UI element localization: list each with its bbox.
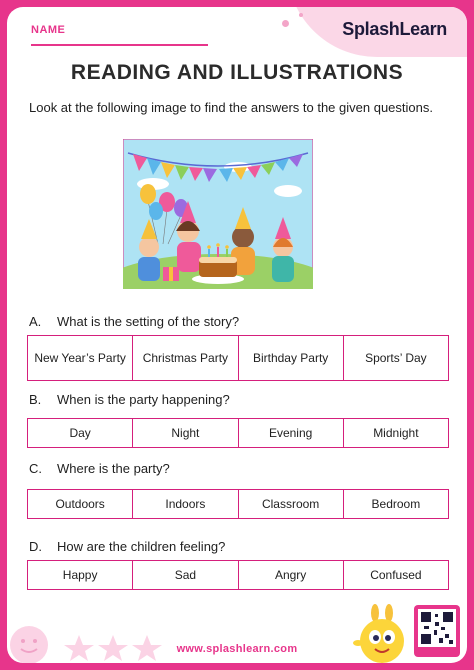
- option-cell[interactable]: Birthday Party: [239, 336, 344, 380]
- option-cell[interactable]: Midnight: [373, 426, 419, 440]
- name-label: NAME: [31, 24, 66, 36]
- birthday-party-illustration: [123, 139, 313, 289]
- question-c: [29, 461, 449, 476]
- option-cell[interactable]: Sports’ Day: [365, 351, 427, 365]
- name-line: [31, 44, 208, 46]
- question-letter: D.: [29, 539, 42, 554]
- question-a: [29, 314, 449, 329]
- qr-code-icon[interactable]: [414, 605, 460, 657]
- option-cell[interactable]: Classroom: [239, 490, 344, 518]
- question-text: How are the children feeling?: [57, 539, 226, 554]
- options-row-b: [27, 418, 449, 448]
- question-text: What is the setting of the story?: [57, 314, 240, 329]
- question-b: [29, 392, 449, 407]
- option-cell[interactable]: Evening: [239, 419, 344, 447]
- option-cell[interactable]: Happy: [28, 561, 133, 589]
- options-row-d: [27, 560, 449, 590]
- gift-box: [163, 267, 179, 281]
- mascot-icon: [353, 603, 413, 663]
- brand-logo: SplashLearn: [342, 19, 447, 39]
- options-row-a: [27, 335, 449, 381]
- question-letter: C.: [29, 461, 42, 476]
- option-cell[interactable]: Confused: [370, 568, 422, 582]
- decor-dot: [282, 20, 289, 27]
- page-title: READING AND ILLUSTRATIONS: [70, 61, 404, 84]
- option-cell[interactable]: Outdoors: [28, 490, 133, 518]
- option-cell[interactable]: Day: [28, 419, 133, 447]
- question-letter: B.: [29, 392, 42, 407]
- option-cell[interactable]: New Year’s Party: [28, 336, 133, 380]
- option-cell[interactable]: Angry: [239, 561, 344, 589]
- options-row-c: [27, 489, 449, 519]
- footer-decoration: [7, 615, 207, 663]
- option-cell[interactable]: Christmas Party: [133, 336, 238, 380]
- option-cell[interactable]: Night: [133, 419, 238, 447]
- intro-text: Look at the following image to find the answers to the given questions.: [29, 100, 433, 115]
- option-cell[interactable]: Indoors: [133, 490, 238, 518]
- worksheet-page: [7, 7, 467, 663]
- question-d: [29, 539, 449, 554]
- question-letter: A.: [29, 314, 42, 329]
- question-text: Where is the party?: [57, 461, 170, 476]
- footer-url[interactable]: www.splashlearn.com: [176, 643, 298, 655]
- option-cell[interactable]: Bedroom: [371, 497, 421, 511]
- question-text: When is the party happening?: [57, 392, 230, 407]
- decor-dot: [299, 13, 303, 17]
- option-cell[interactable]: Sad: [133, 561, 238, 589]
